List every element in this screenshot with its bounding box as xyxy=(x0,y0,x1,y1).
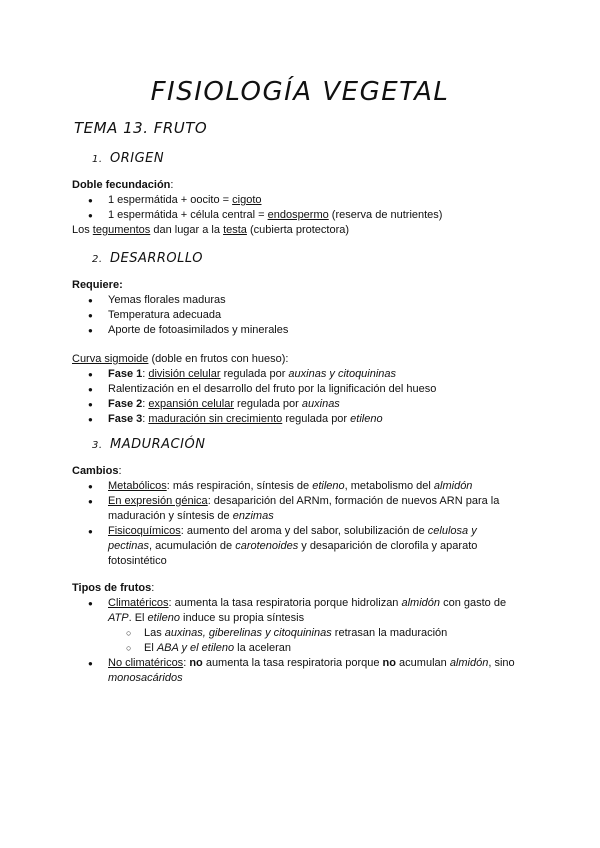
text: no xyxy=(382,657,396,669)
list-item: ● Ralentización en el desarrollo del fruto por la lignificación del hueso xyxy=(72,382,522,397)
text: testa xyxy=(223,224,247,236)
text: monosacáridos xyxy=(108,672,183,684)
sub-bullet-list xyxy=(108,626,522,656)
text: : xyxy=(118,465,122,477)
section-title: DESARROLLO xyxy=(110,251,203,266)
text: : desaparición del ARNm, formación de nuevos ARN para la maduración y síntesis de xyxy=(108,495,500,522)
text: : xyxy=(151,582,155,594)
text: división celular xyxy=(148,368,221,380)
text: , acumulación de xyxy=(148,540,236,552)
text: Climatéricos xyxy=(108,597,169,609)
label: Requiere: xyxy=(72,279,123,291)
label: Tipos de frutos xyxy=(72,582,152,594)
list-item: ● Temperatura adecuada xyxy=(72,308,522,323)
text: Fase 1 xyxy=(108,368,143,380)
text: acumulan xyxy=(396,657,450,669)
list-item xyxy=(72,524,522,569)
bullet-list xyxy=(72,596,522,686)
text: ABA y el etileno xyxy=(156,642,235,654)
paragraph xyxy=(72,581,522,596)
text: auxinas xyxy=(301,398,340,410)
text: En expresión génica xyxy=(108,495,208,507)
text: con gasto de xyxy=(440,597,507,609)
text: expansión celular xyxy=(148,398,234,410)
text: : xyxy=(170,179,174,191)
section-number: 2. xyxy=(92,254,103,265)
text: auxinas, giberelinas y citoquininas xyxy=(164,627,332,639)
text: maduración sin crecimiento xyxy=(148,413,283,425)
text: ATP xyxy=(108,612,129,624)
section-title: MADURACIÓN xyxy=(110,437,206,452)
text: No climatéricos xyxy=(108,657,184,669)
text: carotenoides xyxy=(235,540,299,552)
text: Fase 2 xyxy=(108,398,143,410)
text: : xyxy=(142,398,149,410)
list-item: ● Yemas florales maduras xyxy=(72,293,522,308)
list-item xyxy=(72,208,522,223)
text: (reserva de nutrientes) xyxy=(328,209,443,221)
text: : xyxy=(183,657,190,669)
text: dan lugar a la xyxy=(150,224,224,236)
section-number: 1. xyxy=(92,154,103,165)
text: almidón xyxy=(401,597,441,609)
text: regulada por xyxy=(220,368,289,380)
section-title: ORIGEN xyxy=(110,151,165,166)
list-item xyxy=(72,412,522,427)
list-item xyxy=(108,641,522,656)
list-item xyxy=(72,367,522,382)
paragraph xyxy=(72,223,522,238)
text: induce su propia síntesis xyxy=(179,612,305,624)
text: : aumenta la tasa respiratoria porque hidrolizan xyxy=(168,597,402,609)
text: , metabolismo del xyxy=(344,480,434,492)
text: etileno xyxy=(312,480,345,492)
text: no xyxy=(189,657,203,669)
list-item xyxy=(72,397,522,412)
text: y desaparición de clorofila y aparato fotosintético xyxy=(108,540,478,567)
paragraph xyxy=(72,352,522,367)
text: (doble en frutos con hueso): xyxy=(148,353,289,365)
list-item: ● Aporte de fotoasimilados y minerales xyxy=(72,323,522,338)
text: cigoto xyxy=(232,194,262,206)
text: la aceleran xyxy=(234,642,291,654)
text: Los xyxy=(72,224,93,236)
text: tegumentos xyxy=(92,224,151,236)
section-heading-maduracion xyxy=(92,436,205,455)
text: El xyxy=(144,642,157,654)
list-item xyxy=(72,479,522,494)
text: : aumento del aroma y del sabor, solubilización de xyxy=(180,525,428,537)
text: endospermo xyxy=(267,209,329,221)
section-desarrollo-body xyxy=(72,278,522,427)
text: Fisicoquímicos xyxy=(108,525,181,537)
section-maduracion-body xyxy=(72,464,522,686)
text: regulada por xyxy=(282,413,351,425)
bullet-list xyxy=(72,293,522,338)
label: Doble fecundación xyxy=(72,179,171,191)
section-number: 3. xyxy=(92,440,103,451)
list-item xyxy=(108,626,522,641)
tema-heading: TEMA 13. FRUTO xyxy=(74,119,208,137)
text: celulosa y pectinas xyxy=(108,525,477,552)
text: regulada por xyxy=(234,398,302,410)
text: almidón xyxy=(433,480,473,492)
text: retrasan la maduración xyxy=(331,627,448,639)
list-item xyxy=(72,494,522,524)
list-item xyxy=(72,656,522,686)
section-origen-body xyxy=(72,178,522,238)
text: : xyxy=(142,368,149,380)
label: Cambios xyxy=(72,465,119,477)
text: almidón xyxy=(449,657,489,669)
text: Fase 3 xyxy=(108,413,143,425)
text: auxinas y citoquininas xyxy=(288,368,397,380)
text: etileno xyxy=(350,413,383,425)
text: , sino xyxy=(488,657,515,669)
text: 1 espermátida + oocito = xyxy=(108,194,233,206)
text: enzimas xyxy=(232,510,274,522)
section-heading-origen xyxy=(92,150,164,169)
bullet-list xyxy=(72,479,522,569)
text: : xyxy=(142,413,149,425)
text: aumenta la tasa respiratoria porque xyxy=(202,657,383,669)
list-item xyxy=(72,193,522,208)
text: Las xyxy=(144,627,165,639)
text: Metabólicos xyxy=(108,480,167,492)
list-item xyxy=(72,596,522,656)
bullet-list xyxy=(72,367,522,427)
text: 1 espermátida + célula central = xyxy=(108,209,268,221)
paragraph xyxy=(72,178,522,193)
bullet-list xyxy=(72,193,522,223)
text: . El xyxy=(128,612,148,624)
paragraph xyxy=(72,464,522,479)
section-heading-desarrollo xyxy=(92,250,203,269)
page-title: FISIOLOGÍA VEGETAL xyxy=(150,77,450,107)
text: : más respiración, síntesis de xyxy=(166,480,313,492)
text: etileno xyxy=(147,612,180,624)
text: (cubierta protectora) xyxy=(246,224,350,236)
text: Curva sigmoide xyxy=(72,353,149,365)
